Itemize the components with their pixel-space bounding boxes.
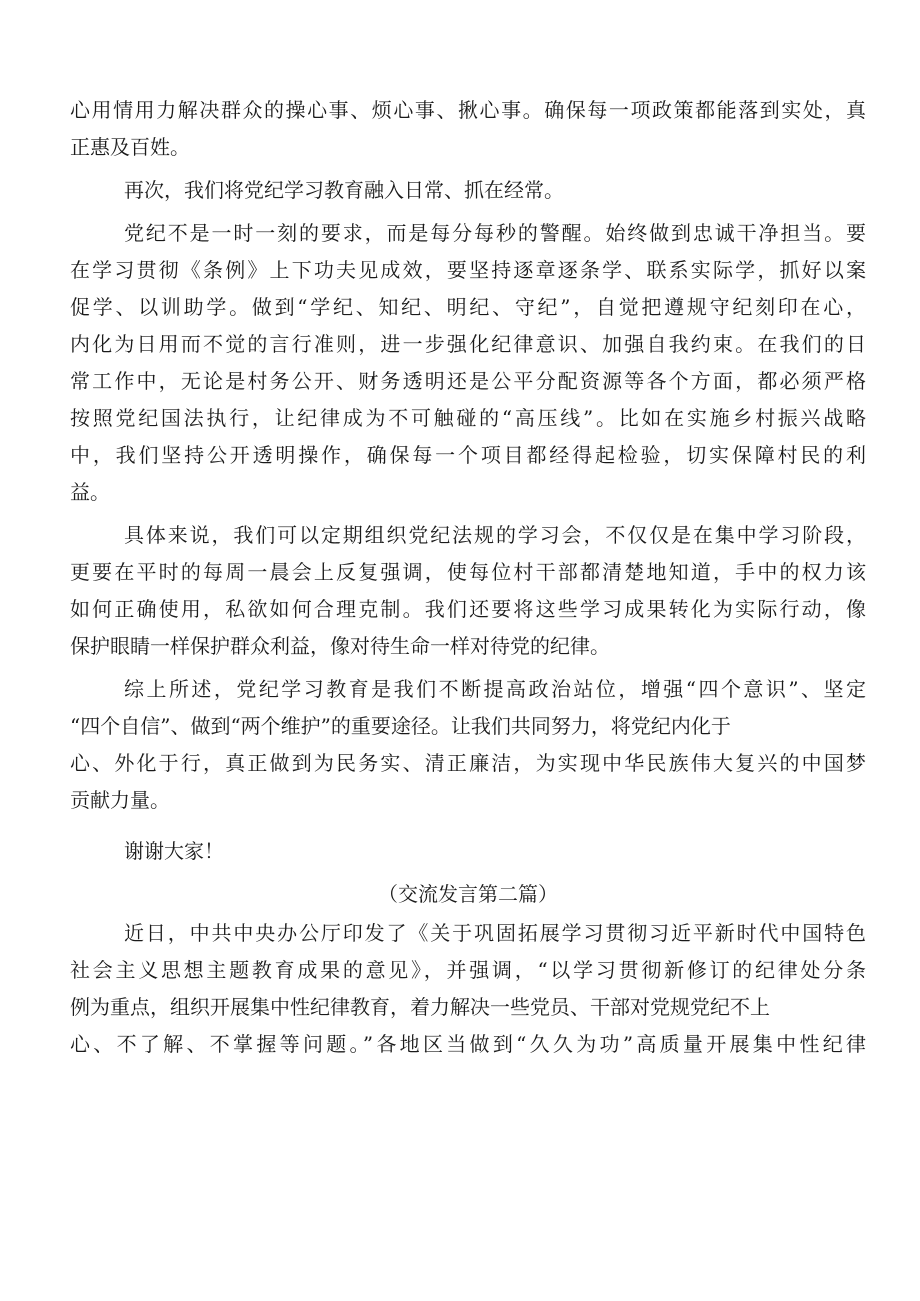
paragraph-line: 贡献力量。 (70, 788, 170, 812)
paragraph-line: 具体来说，我们可以定期组织党纪法规的学习会，不仅仅是在集中学习阶段， (124, 523, 866, 547)
paragraph-line: 例为重点，组织开展集中性纪律教育，着力解决一些党员、干部对党规党纪不上 (70, 995, 770, 1019)
paragraph-line: 正惠及百姓。 (70, 135, 190, 159)
paragraph-line: 再次，我们将党纪学习教育融入日常、抓在经常。 (124, 178, 564, 202)
paragraph-line: 心、不了解、不掌握等问题。”各地区当做到“久久为功”高质量开展集中性纪律 (70, 1032, 866, 1056)
paragraph-line: 党纪不是一时一刻的要求，而是每分每秒的警醒。始终做到忠诚干净担当。要 (124, 221, 866, 245)
paragraph-line: 按照党纪国法执行，让纪律成为不可触碰的“高压线”。比如在实施乡村振兴战略 (70, 406, 866, 430)
paragraph-line: 心、外化于行，真正做到为民务实、清正廉洁，为实现中华民族伟大复兴的中国梦 (70, 751, 866, 775)
paragraph-line: 综上所述，党纪学习教育是我们不断提高政治站位，增强“四个意识”、坚定 (124, 677, 866, 701)
paragraph-line: 近日，中共中央办公厅印发了《关于巩固拓展学习贯彻习近平新时代中国特色 (124, 921, 866, 945)
paragraph-line: 益。 (70, 480, 110, 504)
paragraph-line: 更要在平时的每周一晨会上反复强调，使每位村干部都清楚地知道，手中的权力该 (70, 560, 866, 584)
paragraph-line: 心用情用力解决群众的操心事、烦心事、揪心事。确保每一项政策都能落到实处，真 (70, 98, 866, 122)
paragraph-line: 内化为日用而不觉的言行准则，进一步强化纪律意识、加强自我约束。在我们的日 (70, 332, 866, 356)
section-heading: （交流发言第二篇） (378, 882, 558, 906)
document-body (70, 92, 866, 1063)
paragraph-line: 保护眼睛一样保护群众利益，像对待生命一样对待党的纪律。 (70, 634, 610, 658)
closing-line: 谢谢大家！ (124, 839, 224, 863)
paragraph-line: 社会主义思想主题教育成果的意见》，并强调，“以学习贯彻新修订的纪律处分条 (70, 958, 866, 982)
paragraph-line: “四个自信”、做到“两个维护”的重要途径。让我们共同努力，将党纪内化于 (70, 714, 731, 738)
paragraph-line: 在学习贯彻《条例》上下功夫见成效，要坚持逐章逐条学、联系实际学，抓好以案 (70, 258, 866, 282)
paragraph-line: 常工作中，无论是村务公开、财务透明还是公平分配资源等各个方面，都必须严格 (70, 369, 866, 393)
paragraph-line: 中，我们坚持公开透明操作，确保每一个项目都经得起检验，切实保障村民的利 (70, 443, 866, 467)
paragraph-line: 如何正确使用，私欲如何合理克制。我们还要将这些学习成果转化为实际行动，像 (70, 597, 866, 621)
paragraph-line: 促学、以训助学。做到“学纪、知纪、明纪、守纪”，自觉把遵规守纪刻印在心， (70, 295, 866, 319)
